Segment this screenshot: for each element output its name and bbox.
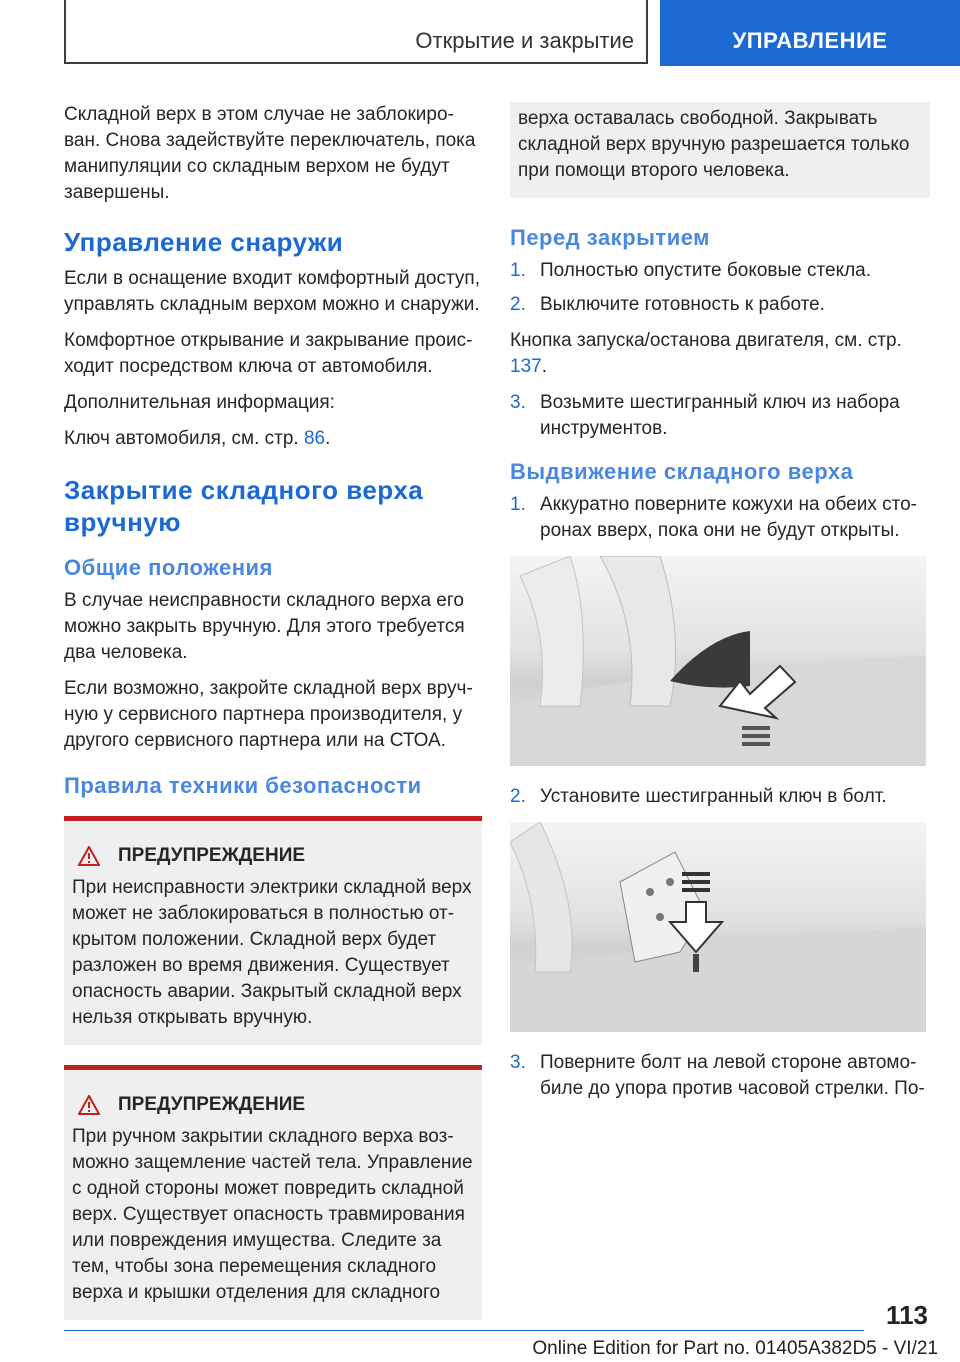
before-steps-list bbox=[510, 258, 930, 318]
left-column bbox=[64, 102, 482, 1340]
warning-triangle-icon bbox=[78, 846, 100, 866]
manual-close-heading: Закрытие складного верха вручную bbox=[64, 475, 424, 537]
list-item: 1. Полностью опустите боковые стекла. bbox=[510, 260, 872, 281]
general-heading: Общие положения bbox=[64, 555, 273, 580]
list-item: 2. Установите шестигранный ключ в болт. bbox=[510, 786, 887, 807]
before-closing-heading: Перед закрытием bbox=[510, 225, 710, 250]
header-box bbox=[64, 0, 648, 64]
intro-paragraph: Складной верх в этом случае не заблокиро-ван. Снова задействуйте переключатель, пока манипуляции со складным верхом не будут завершены. bbox=[64, 104, 476, 203]
general-p2: Если возможно, закройте складной верх вруч-ную у сервисного партнера производителя, у другого сервисного партнера или на СТОА. bbox=[64, 678, 473, 751]
outside-heading: Управление снаружи bbox=[64, 227, 344, 257]
outside-p2: Комфортное открывание и закрывание проис-ходит посредством ключа от автомобиля. bbox=[64, 330, 473, 377]
section-tab[interactable]: УПРАВЛЕНИЕ bbox=[660, 0, 960, 66]
warning-header bbox=[72, 843, 474, 869]
list-item: 2. Выключите готовность к работе. bbox=[510, 294, 825, 315]
warning-box-1 bbox=[64, 816, 482, 1045]
page-number: 113 bbox=[886, 1300, 928, 1330]
list-item: 3. Поверните болт на левой стороне автомо-биле до упора против часовой стрелки. По- bbox=[510, 1052, 925, 1099]
footer-divider bbox=[64, 1330, 864, 1331]
step2-detail: Кнопка запуска/останова двигателя, см. стр. 137. bbox=[510, 330, 902, 377]
warning-box-2 bbox=[64, 1065, 482, 1320]
edition-footer: Online Edition for Part no. 01405A382D5 - VI/21 bbox=[532, 1338, 938, 1359]
safety-heading: Правила техники безопасности bbox=[64, 773, 422, 798]
list-item: 3. Возьмите шестигранный ключ из набора инструментов. bbox=[510, 392, 900, 439]
right-column bbox=[510, 102, 930, 1112]
before-steps-list-cont bbox=[510, 390, 930, 442]
warning-header bbox=[72, 1092, 474, 1118]
outside-p1: Если в оснащение входит комфортный доступ, управлять складным верхом можно и снаружи. bbox=[64, 268, 480, 315]
illustration-cover-open bbox=[510, 556, 926, 766]
list-item: 1. Аккуратно поверните кожухи на обеих сто-ронах вверх, пока они не будут открыты. bbox=[510, 494, 917, 541]
warning-text: При неисправности электрики складной верх может не заблокироваться в полностью от-крытом положении. Складной верх будет разложен во время движения. Существует опасность аварии. Закрытый складной верх нельзя открывать вручную. bbox=[72, 877, 472, 1028]
extend-heading: Выдвижение складного верха bbox=[510, 459, 854, 484]
outside-p4: Ключ автомобиля, см. стр. 86. bbox=[64, 428, 331, 449]
warning-triangle-icon bbox=[78, 1095, 100, 1115]
page-link-137[interactable]: 137 bbox=[510, 356, 542, 377]
extend-steps-list bbox=[510, 492, 930, 544]
warning-continuation: верха оставалась свободной. Закрывать складной верх вручную разрешается только при помощи второго человека. bbox=[510, 102, 930, 198]
general-p1: В случае неисправности складного верха его можно закрыть вручную. Для этого требуется два человека. bbox=[64, 590, 465, 663]
extend-steps-list-2 bbox=[510, 784, 930, 810]
car-cover-illustration bbox=[510, 556, 926, 766]
warning-title: ПРЕДУПРЕЖДЕНИЕ bbox=[118, 1094, 306, 1115]
page-link-86[interactable]: 86 bbox=[303, 428, 326, 449]
chapter-title: Открытие и закрытие bbox=[415, 28, 634, 53]
warning-text: При ручном закрытии складного верха воз-можно защемление частей тела. Управление с одной стороны может повредить складной верх. Существует опасность травмирования или повреждения имущества. Следите за тем, чтобы зона перемещения складного верха и крышки отделения для складного bbox=[72, 1126, 473, 1303]
outside-p3: Дополнительная информация: bbox=[64, 392, 335, 413]
extend-steps-list-3 bbox=[510, 1050, 930, 1102]
hex-key-illustration bbox=[510, 822, 926, 1032]
warning-title: ПРЕДУПРЕЖДЕНИЕ bbox=[118, 845, 306, 866]
illustration-hex-key bbox=[510, 822, 926, 1032]
